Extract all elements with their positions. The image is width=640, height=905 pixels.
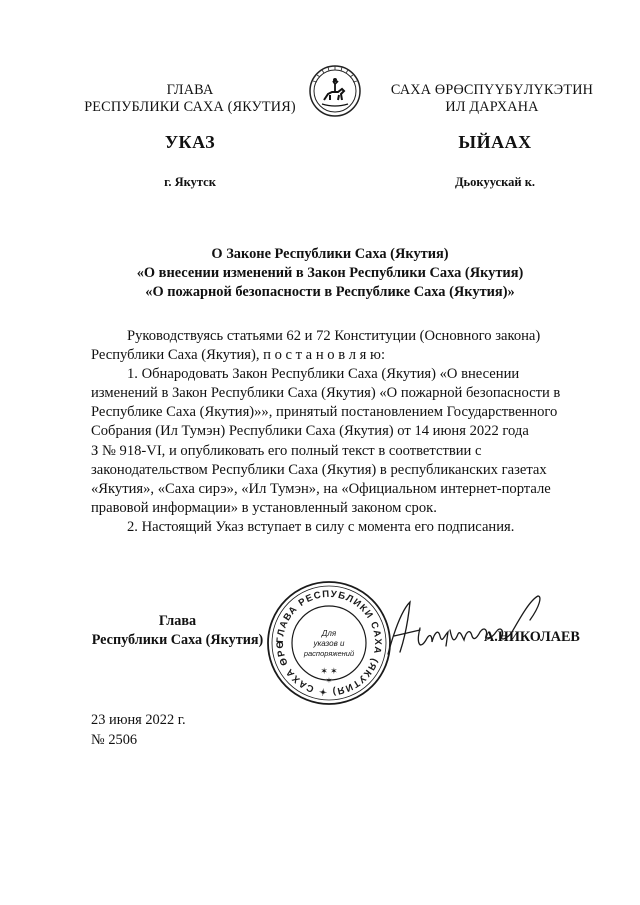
decree-body <box>91 327 596 537</box>
item1-line: «Якутия», «Саха сирэ», «Ил Тумэн», на «Официальном интернет-портале <box>91 480 551 497</box>
stamp-inner-line3: распоряжений <box>303 649 355 658</box>
decree-title <box>70 245 590 302</box>
title-line1: О Законе Республики Саха (Якутия) <box>211 246 449 262</box>
item1-line: З № 918-VI, и опубликовать его полный текст в соответствии с <box>91 442 482 459</box>
signer-title <box>85 612 270 650</box>
stamp-inner-line2: указов и <box>313 639 345 648</box>
decree-date: 23 июня 2022 г. <box>91 712 186 728</box>
item1-line: Собрания (Ил Тумэн) Республики Саха (Якутия) от 14 июня 2022 года <box>91 423 529 440</box>
signer-name: А.НИКОЛАЕВ <box>484 629 580 645</box>
stamp-inner-line1: Для <box>321 629 337 638</box>
svg-text:✶: ✶ <box>325 676 333 685</box>
official-seal-stamp <box>266 580 392 706</box>
item1-line: законодательством Республики Саха (Якутия) в республиканских газетах <box>91 461 547 478</box>
item1-line: правовой информации» в установленный законом срок. <box>91 499 437 516</box>
doc-type-sakha: ЫЙААХ <box>458 132 532 152</box>
item2: 2. Настоящий Указ вступает в силу с момента его подписания. <box>127 518 515 535</box>
intro-line1: Руководствуясь статьями 62 и 72 Конституции (Основного закона) <box>127 328 541 344</box>
city-sakha: Дьокуускай к. <box>454 175 536 189</box>
decree-number: № 2506 <box>91 732 138 748</box>
city-ru: г. Якутск <box>164 175 216 189</box>
doc-type-ru: УКАЗ <box>164 132 216 152</box>
stamp-ring-text: ГЛАВА РЕСПУБЛИКИ САХА (ЯКУТИЯ) ✦ САХА ӨРӨ <box>274 588 384 698</box>
header-right <box>372 82 612 116</box>
svg-text:✶ ✶: ✶ ✶ <box>320 666 338 676</box>
handwritten-signature <box>380 592 560 662</box>
intro-line2: Республики Саха (Якутия), п о с т а н о в л я ю: <box>91 347 386 364</box>
header-left-line2: РЕСПУБЛИКИ САХА (ЯКУТИЯ) <box>84 99 296 115</box>
header-right-line2: ИЛ ДАРХАНА <box>445 99 539 115</box>
title-line3: «О пожарной безопасности в Республике Саха (Якутия)» <box>145 284 515 300</box>
header-left-line1: ГЛАВА <box>166 82 214 98</box>
item1-line: изменений в Закон Республики Саха (Якутия) «О пожарной безопасности в <box>91 385 561 402</box>
item1-line: 1. Обнародовать Закон Республики Саха (Якутия) «О внесении <box>127 366 520 383</box>
signer-title-line1: Глава <box>158 613 197 629</box>
signer-title-line2: Республики Саха (Якутия) <box>91 632 264 648</box>
title-line2: «О внесении изменений в Закон Республики Саха (Якутия) <box>136 265 524 281</box>
coat-of-arms-emblem <box>308 64 362 118</box>
header-left <box>70 82 310 116</box>
item1-line: Республике Саха (Якутия)»», принятый постановлением Государственного <box>91 404 558 421</box>
header-right-line1: САХА ӨРӨСПҮҮБҮЛҮКЭТИН <box>390 82 594 98</box>
